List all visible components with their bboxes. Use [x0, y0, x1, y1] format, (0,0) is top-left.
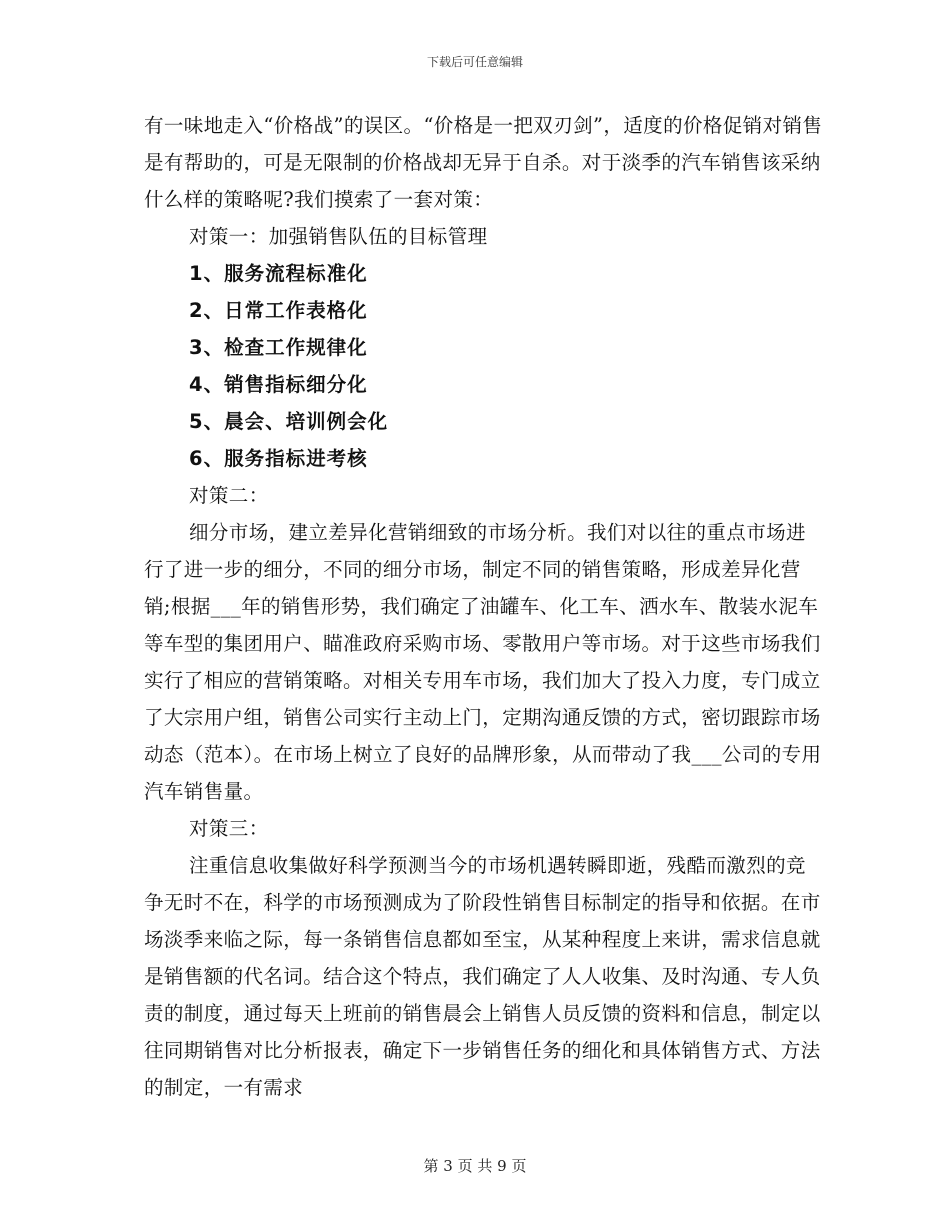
list-item: 2、日常工作表格化 — [189, 299, 368, 322]
strategy2-heading: 对策二： — [189, 484, 269, 507]
list-item: 6、服务指标进考核 — [189, 447, 368, 470]
list-item: 4、销售指标细分化 — [189, 373, 368, 396]
document-body — [144, 107, 824, 1106]
strategy3-heading: 对策三： — [189, 817, 269, 840]
list-item: 1、服务流程标准化 — [189, 262, 368, 285]
list-item: 3、检查工作规律化 — [189, 336, 368, 359]
list-item: 5、晨会、培训例会化 — [189, 410, 389, 433]
page-footer: 第 3 页 共 9 页 — [423, 1157, 527, 1175]
intro-paragraph: 有一味地走入“价格战”的误区。“价格是一把双刃剑”，适度的价格促销对销售是有帮助的，可是无限制的价格战却无异于自杀。对于淡季的汽车销售该采纳什么样的策略呢?我们摸索了一套对策： — [144, 114, 823, 211]
strategy1-heading: 对策一：加强销售队伍的目标管理 — [189, 225, 488, 248]
strategy3-paragraph: 注重信息收集做好科学预测当今的市场机遇转瞬即逝，残酷而激烈的竞争无时不在，科学的市场预测成为了阶段性销售目标制定的指导和依据。在市场淡季来临之际，每一条销售信息都如至宝，从某种程度上来讲，需求信息就是销售额的代名词。结合这个特点，我们确定了人人收集、及时沟通、专人负责的制度，通过每天上班前的销售晨会上销售人员反馈的资料和信息，制定以往同期销售对比分析报表，确定下一步销售任务的细化和具体销售方式、方法的制定，一有需求 — [144, 854, 821, 1099]
strategy2-paragraph: 细分市场，建立差异化营销细致的市场分析。我们对以往的重点市场进行了进一步的细分，不同的细分市场，制定不同的销售策略，形成差异化营销;根据___年的销售形势，我们确定了油罐车、化工车、洒水车、散装水泥车等车型的集团用户、瞄准政府采购市场、零散用户等市场。对于这些市场我们实行了相应的营销策略。对相关专用车市场，我们加大了投入力度，专门成立了大宗用户组，销售公司实行主动上门，定期沟通反馈的方式，密切跟踪市场动态（范本）。在市场上树立了良好的品牌形象，从而带动了我___公司的专用汽车销售量。 — [144, 521, 822, 803]
page-header: 下载后可任意编辑 — [426, 55, 523, 69]
